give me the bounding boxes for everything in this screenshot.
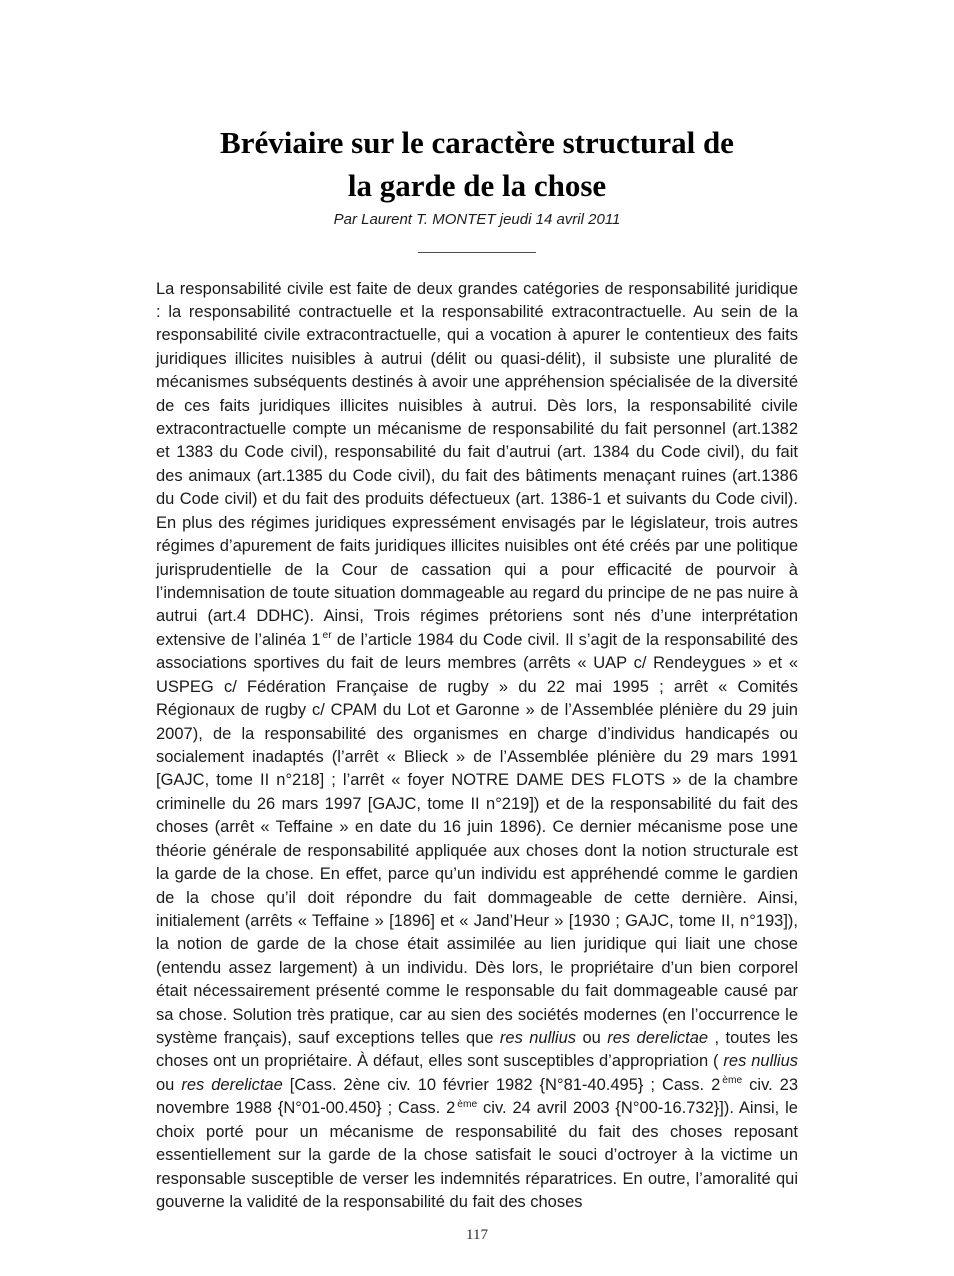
article-paragraph [156,278,798,1215]
page-title-line-1: Bréviaire sur le caractère structural de [220,125,734,160]
text-run: [Cass. 2ène civ. 10 février 1982 {N°81-40.495} ; Cass. 2 [282,1075,721,1094]
text-run-superscript: ème [457,1098,478,1110]
text-run-italic: res derelictae [181,1075,283,1094]
text-run-superscript: er [322,630,332,642]
page-title [0,0,954,208]
text-run: civ. 23 novembre 1988 {N°01-00.450} ; Cass. 2 [156,1075,799,1118]
text-run: ou [156,1075,182,1094]
text-run: La responsabilité civile est faite de deux grandes catégories de responsabilité juridique : la responsabilité contractuelle et la responsabilité extracontractuelle. Au sein de la responsabilité civile extracontractuelle, qui a vocation à apurer le contentieux des faits juridiques illicites nuisibles à autrui (délit ou quasi-délit), il subsiste une pluralité de mécanismes subséquents destinés à avoir une appréhension spécialisée de la diversité de ces faits juridiques illicites nuisibles à autrui. Dès lors, la responsabilité civile extracontractuelle compte un mécanisme de responsabilité du fait personnel (art.1382 et 1383 du Code civil), responsabilité du fait d’autrui (art. 1384 du Code civil), du fait des animaux (art.1385 du Code civil), du fait des bâtiments menaçant ruines (art.1386 du Code civil) et du fait des produits défectueux (art. 1386-1 et suivants du Code civil). En plus des régimes juridiques expressément envisagés par le législateur, trois autres régimes d’apurement de faits juridiques illicites nuisibles ont été créés par une politique jurisprudentielle de la Cour de cassation qui a pour efficacité de pourvoir à l’indemnisation de toute situation dommageable au regard du principe de ne pas nuire à autrui (art.4 DDHC). Ainsi, Trois régimes prétoriens sont nés d’une interprétation extensive de l’alinéa 1 [156,279,798,649]
page-title-line-2: la garde de la chose [347,167,607,203]
text-run: civ. 24 avril 2003 {N°00-16.732}]). Ainsi, le choix porté pour un mécanisme de responsabilité du fait des choses reposant essentiellement sur la garde de la chose satisfait le souci d’octroyer à la victime un responsable susceptible de verser les indemnités réparatrices. En outre, l’amoralité qui gouverne la validité de la responsabilité du fait des choses [156,1099,798,1211]
text-run-superscript: ème [722,1075,743,1087]
text-run-italic: res nullius [499,1029,577,1048]
text-run-italic: res nullius [723,1052,798,1071]
text-run: de l’article 1984 du Code civil. Il s’agit de la responsabilité des associations sportives du fait de leurs membres (arrêts « UAP c/ Rendeygues » et « USPEG c/ Fédération Française de rugby » du 22 mai 1995 ; arrêt « Comités Régionaux de rugby c/ CPAM du Lot et Garonne » de l’Assemblée plénière du 29 juin 2007), de la responsabilité des organismes en charge d’individus handicapés ou socialement inadaptés (l’arrêt « Blieck » de l’Assemblée plénière du 29 mars 1991 [GAJC, tome II n°218] ; l’arrêt « foyer NOTRE DAME DES FLOTS » de la chambre criminelle du 26 mars 1997 [GAJC, tome II n°219]) et de la responsabilité du fait des choses (arrêt « Teffaine » en date du 16 juin 1896). Ce dernier mécanisme pose une théorie générale de responsabilité appliquée aux choses dont la notion structurale est la garde de la chose. En effet, parce qu’un individu est appréhendé comme le gardien de la chose qu’il doit répondre du fait dommageable de cette dernière. Ainsi, initialement (arrêts « Teffaine » [1896] et « Jand’Heur » [1930 ; GAJC, tome II, n°193]), la notion de garde de la chose était assimilée au lien juridique qui liait une chose (entendu assez largement) à un individu. Dès lors, le propriétaire d’un bien corporel était nécessairement présenté comme le responsable du fait dommageable causé par sa chose. Solution très pratique, car au sien des sociétés modernes (en l’occurrence le système français), sauf exceptions telles que [156,630,798,1048]
text-run: ou [576,1029,608,1048]
text-run: , toutes les choses ont un propriétaire. À défaut, elles sont susceptibles d’appropriation ( [156,1029,798,1071]
text-run-italic: res derelictae [607,1029,709,1048]
byline: Par Laurent T. MONTET jeudi 14 avril 2011 [333,210,621,228]
separator-rule [418,252,536,253]
page-number: 117 [466,1227,488,1243]
